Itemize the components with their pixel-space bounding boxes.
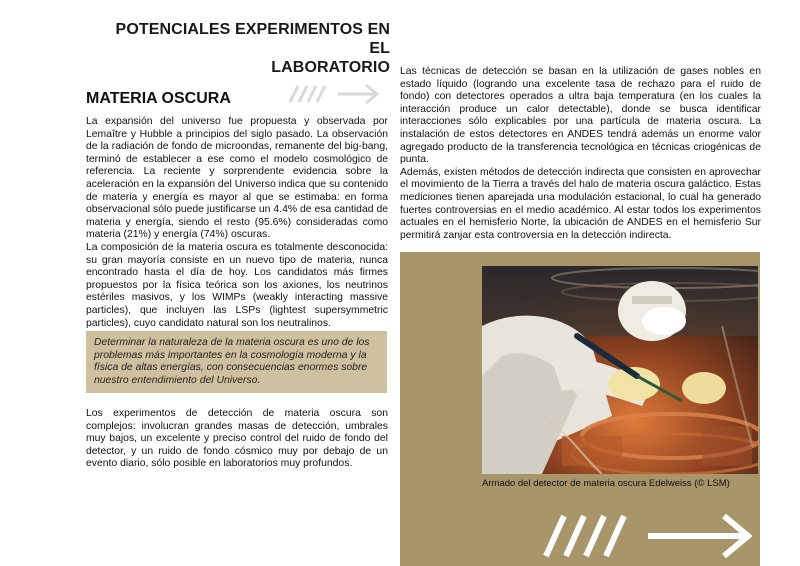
quote-text: Determinar la naturaleza de la materia oscura es uno de los problemas más importantes en la cosmología moderna y la física de altas energías, con consecuencias enormes sobre nuestro entendimiento del Universo. [94,337,370,386]
right-paragraph-1: Las técnicas de detección se basan en la utilización de gases nobles en estado líquido (logrando una excelente tasa de rechazo para el ruido de fondo) con detectores operados a ultra baja temperatura (en los cuales la interacción produce un calor detectable), donde se busca identificar interacciones sólo explicables por una partícula de materia oscura. La instalación de estos detectores en ANDES tendrá además un enorme valor agregado producto de la transferencia tecnológica en técnicas criogénicas de punta. [400,66,761,166]
right-paragraph-2: Además, existen métodos de detección indirecta que consisten en aprovechar el movimiento de la Tierra a través del halo de materia oscura galáctico. Estas mediciones tienen aparejada una modulación estacional, lo cual ha generado fuertes controversias en el medio académico. Al estar todos los experimentos actuales en el hemisferio Norte, la ubicación de ANDES en el hemisferio Sur permitirá zanjar esta controversia en la detección indirecta. [400,166,761,241]
page-title [100,20,390,77]
left-paragraph-1: La expansión del universo fue propuesta y observada por Lemaître y Hubble a principios del siglo pasado. La observación de la radiación de fondo de microondas, remanente del big-bang, terminó de establecer a ese como el modelo cosmológico de referencia. La reciente y sorprendente evidencia sobre la aceleración en la expansión del Universo indica que su contenido de materia y energía es mayor al que se estimaba: en forma observacional sólo puede justificarse un 4.4% de esa cantidad de materia y energía, siendo el resto (95.6%) consideradas como materia (21%) y energía (74%) oscuras. [86,116,388,241]
left-paragraph-3: Los experimentos de detección de materia oscura son complejos: involucran grandes masas de detección, umbrales muy bajos, un excelente y preciso control del ruido de fondo del detector, y un ruido de fondo cósmico muy por debajo de un evento diario, sólo posible en laboratorios muy profundos. [86,408,388,470]
detector-photo [482,266,758,474]
detector-photo-image [482,266,758,474]
slash-arrow-decoration-icon [286,82,382,104]
page-title-line-2: LABORATORIO [271,59,390,76]
left-column-bottom [86,408,388,471]
photo-panel [400,252,760,566]
section-heading: MATERIA OSCURA [86,90,231,107]
slash-arrow-decoration-white-icon [540,510,756,560]
right-column [400,66,761,242]
left-column [86,116,388,330]
quote-box [86,331,387,393]
page-title-line-1: POTENCIALES EXPERIMENTOS EN EL [115,21,390,57]
photo-caption: Armado del detector de materia oscura Edelweiss (© LSM) [482,478,730,489]
left-paragraph-2: La composición de la materia oscura es totalmente desconocida: su gran mayoría consiste en un nuevo tipo de materia, nunca encontrado hasta el día de hoy. Los candidatos más firmes propuestos por la física teórica son los axiones, los neutrinos estériles masivos, y los WIMPs (weakly interacting massive particles), que incluyen las LSPs (lightest supersymmetric particles), cuyo candidato natural son los neutralinos. [86,241,388,329]
